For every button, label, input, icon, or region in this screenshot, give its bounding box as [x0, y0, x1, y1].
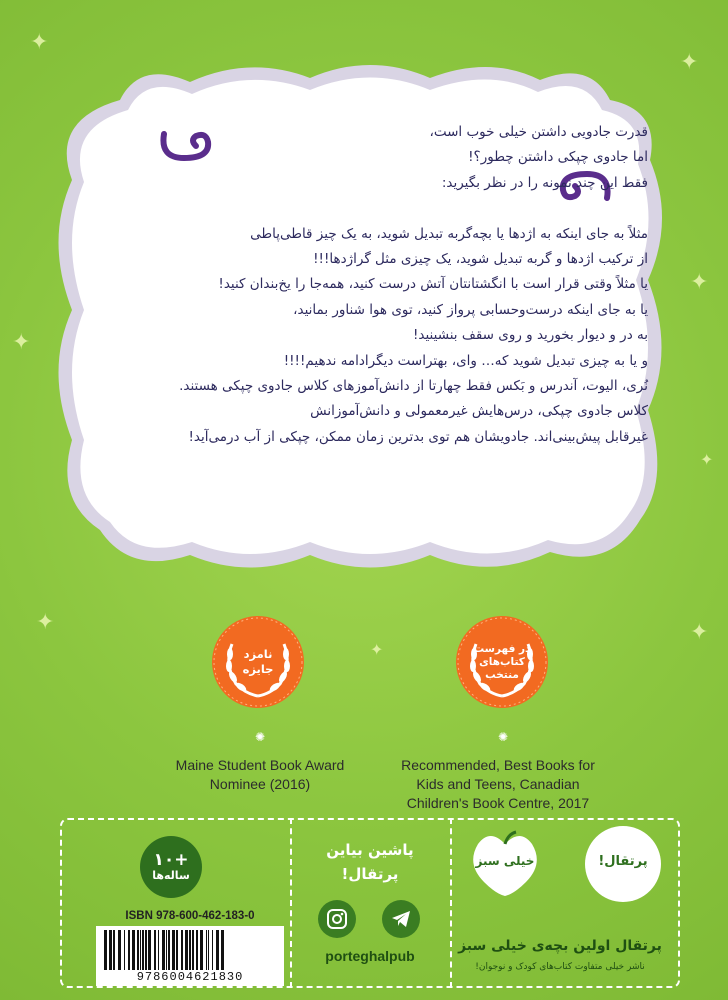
story-line: و یا به چیزی تبدیل شوید که… وای، بهتراست دیگرادامه ندهیم!!!!	[283, 352, 648, 369]
badge-label	[454, 614, 550, 710]
barcode-bar	[208, 930, 209, 970]
khili-sabz-logo	[470, 830, 540, 900]
barcode-bar	[185, 930, 188, 970]
slogan-line: پرتقال!	[341, 865, 399, 883]
caption-line: Maine Student Book Award	[175, 757, 345, 773]
award-caption-nominee	[150, 756, 370, 794]
series-slogan	[300, 838, 440, 886]
sparkle-icon: ✦	[30, 30, 49, 55]
barcode-bar	[168, 930, 170, 970]
caption-line: Kids and Teens, Canadian	[416, 776, 580, 792]
sparkle-icon: ✦	[690, 620, 709, 645]
barcode-bar	[196, 930, 198, 970]
badge-line: منتخب	[485, 668, 519, 681]
barcode-bar	[113, 930, 115, 970]
sparkle-icon: ✦	[680, 50, 699, 75]
divider	[290, 818, 292, 988]
badge-line: نامزد	[243, 647, 273, 661]
barcode-bar	[212, 930, 213, 970]
story-line: غیرقابل پیش‌بینی‌اند. جادویشان هم توی بدترین زمان ممکن، چپکی از آب درمی‌آید!	[188, 428, 648, 445]
barcode-bar	[181, 930, 183, 970]
badge-line: در فهرست	[473, 642, 531, 655]
barcode-bar	[176, 930, 178, 970]
social-handle[interactable]: porteghalpub	[325, 948, 415, 964]
barcode-bar	[200, 930, 203, 970]
story-line: به در و دیوار بخورید و روی سقف بنشینید!	[412, 327, 648, 344]
story-line: کلاس جادوی چپکی، درس‌هایش غیرمعمولی و دانش‌آموزانش	[310, 403, 648, 420]
barcode-bar	[118, 930, 121, 970]
barcode-bar	[154, 930, 156, 970]
isbn-text: ISBN 978-600-462-183-0	[125, 910, 255, 922]
story-line: یا مثلاً وقتی قرار است با انگشتانتان آتش درست کنید، همه‌جا را یخ‌بندان کنید!	[218, 276, 648, 293]
story-line: نُری، الیوت، آندرس و بَکس فقط چهارتا از دانش‌آموزهای کلاس جادوی چپکی هستند.	[179, 378, 648, 395]
publisher-name: پرتقال اولین بچه‌ی خیلی سبز	[458, 938, 662, 954]
barcode-bar	[140, 930, 141, 970]
age-rating-badge	[140, 836, 202, 898]
sparkle-icon: ✺	[498, 730, 509, 744]
award-badge-nominee	[210, 614, 306, 710]
barcode-bar	[172, 930, 175, 970]
barcode-bars	[96, 926, 284, 970]
barcode-bar	[142, 930, 144, 970]
story-line: از ترکیب اژدها و گربه تبدیل شوید، یک چیزی مثل گرا‌ژدها!!!	[313, 251, 648, 268]
instagram-icon[interactable]	[318, 900, 356, 938]
barcode-bar	[158, 930, 159, 970]
barcode-bar	[206, 930, 207, 970]
barcode-bar	[124, 930, 125, 970]
barcode-bar	[192, 930, 194, 970]
barcode-bar	[128, 930, 130, 970]
barcode-bar	[216, 930, 219, 970]
story-line	[88, 196, 648, 221]
publisher-tagline: ناشر خیلی متفاوت کتاب‌های کودک و نوجوان!	[475, 962, 645, 972]
logo-text: خیلی سبز	[475, 854, 535, 868]
caption-line: Children's Book Centre, 2017	[406, 795, 590, 811]
award-caption-recommended	[378, 756, 618, 813]
telegram-icon[interactable]	[382, 900, 420, 938]
story-text	[88, 120, 648, 450]
story-line: اما جادوی چپکی داشتن چطور؟!	[468, 149, 648, 166]
badge-line: جایزه	[242, 662, 274, 676]
badge-label	[210, 614, 306, 710]
caption-line: Recommended, Best Books for	[401, 757, 595, 773]
sparkle-icon: ✦	[700, 450, 714, 469]
barcode-bar	[148, 930, 151, 970]
barcode-digits: 9786004621830	[136, 970, 244, 984]
sparkle-icon: ✦	[12, 330, 31, 355]
barcode-bar	[104, 930, 107, 970]
age-number: +۱۰	[153, 850, 189, 870]
caption-line: Nominee (2016)	[209, 776, 311, 792]
story-line: مثلاً به جای اینکه به اژدها یا بچه‌گربه تبدیل شوید، به یک چیز قاطی‌پاطی	[250, 225, 648, 242]
barcode-bar	[189, 930, 191, 970]
story-line: فقط این چند نمونه را در نظر بگیرید:	[441, 174, 648, 191]
barcode-bar	[137, 930, 139, 970]
barcode-bar	[166, 930, 167, 970]
award-badge-recommended	[454, 614, 550, 710]
age-label: ساله‌ها	[152, 869, 190, 882]
badge-line: کتاب‌های	[479, 655, 525, 668]
sparkle-icon: ✦	[36, 610, 55, 635]
barcode-bar	[109, 930, 112, 970]
porteghal-logo	[585, 826, 661, 902]
story-line: یا به جای اینکه درست‌وحسابی پرواز کنید، توی هوا شناور بمانید،	[293, 301, 648, 318]
sparkle-icon: ✦	[370, 640, 384, 659]
barcode-bar	[145, 930, 147, 970]
barcode-bar	[132, 930, 135, 970]
sparkle-icon: ✺	[255, 730, 266, 744]
story-line: قدرت جادویی داشتن خیلی خوب است،	[429, 124, 648, 140]
barcode-bar	[162, 930, 165, 970]
sparkle-icon: ✦	[690, 270, 709, 295]
barcode-bar	[221, 930, 224, 970]
slogan-line: پاشین بیاین	[326, 841, 414, 859]
logo-text: پرتقال!	[598, 854, 648, 869]
